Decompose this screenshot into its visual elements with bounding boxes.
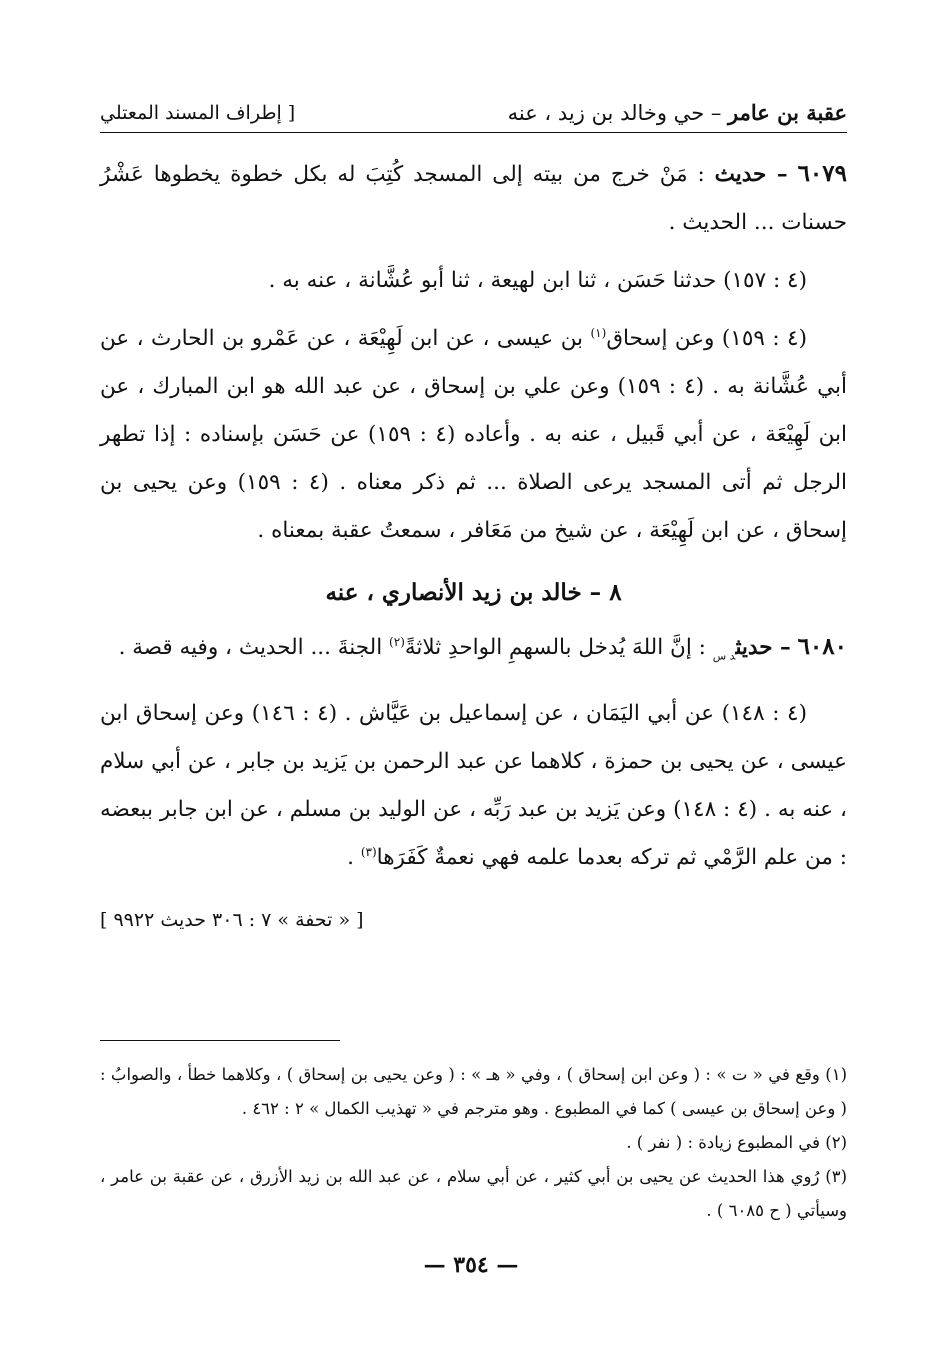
footnote-ref: (٢) <box>389 634 405 649</box>
header-book-title: [ إطراف المسند المعتلي <box>100 102 296 124</box>
isnad-paragraph <box>100 690 847 882</box>
header-title <box>508 100 847 125</box>
hadith-label: – حديث <box>735 635 791 660</box>
isnad-paragraph <box>100 315 847 555</box>
isnad-paragraph: (٤ : ١٥٧) حدثنا حَسَن ، ثنا ابن لهيعة ، ثنا أبو عُشَّانة ، عنه به . <box>268 268 807 293</box>
hadith-sigla: د س <box>712 649 736 663</box>
hadith-6080 <box>100 623 847 680</box>
footnote-2: (٢) في المطبوع زيادة : ( نفر ) . <box>626 1133 847 1152</box>
footnote-3: (٣) رُوي هذا الحديث عن يحيى بن أبي كثير ، عن أبي سلام ، عن عبد الله بن زيد الأزرق ، عن عقبة بن عامر ، وسيأتي ( ح ٦٠٨٥ ) . <box>100 1167 847 1220</box>
footnote-ref: (٣) <box>360 845 377 860</box>
isnad-text: (٤ : ١٤٨) عن أبي اليَمَان ، عن إسماعيل بن عَيَّاش . (٤ : ١٤٦) وعن إسحاق ابن عيسى ، عن يحيى بن حمزة ، كلاهما عن عبد الرحمن بن يَزيد بن جابر ، عن أبي سلام ، عنه به . (٤ : ١٤٨) وعن يَزيد بن عبد رَبِّه ، عن الوليد بن مسلم ، عن ابن جابر ببعضه : من علم الرَّمْي ثم تركه بعدما علمه فهي نعمةٌ كَفَرَها <box>100 701 847 871</box>
running-header <box>100 96 847 133</box>
footnote-1: (١) وقع في « ت » : ( وعن ابن إسحاق ) ، وفي « هـ » : ( وعن يحيى بن إسحاق ) ، وكلاهما خطأ ، والصوابُ : ( وعن إسحاق بن عيسى ) كما في المطبوع . وهو مترجم في « تهذيب الكمال » ٢ : ٤٦٢ . <box>100 1065 847 1118</box>
header-title-rest: – حي وخالد بن زيد ، عنه <box>507 101 729 125</box>
main-text <box>100 150 847 944</box>
page-number: — ٣٥٤ — <box>423 1252 519 1278</box>
hadith-text: : مَنْ خرج من بيته إلى المسجد كُتِبَ له بكل خطوة يخطوها عَشْرُ حسنات ... الحديث . <box>100 162 847 235</box>
footnote-separator <box>100 1040 340 1041</box>
isnad-end: . <box>347 845 361 871</box>
hadith-number: ٦٠٧٩ <box>797 160 847 187</box>
hadith-label: – حديث <box>714 162 788 187</box>
hadith-number: ٦٠٨٠ <box>797 633 847 660</box>
isnad-text: بن عيسى ، عن ابن لَهِيْعَة ، عن عَمْرو بن الحارث ، عن أبي عُشَّانة به . (٤ : ١٥٩) وعن علي بن إسحاق ، عن عبد الله هو ابن المبارك ، عن ابن لَهِيْعَة ، عن أبي قَبيل ، عنه به . وأعاده (٤ : ١٥٩) عن حَسَن بإسناده : إذا تطهر الرجل ثم أتى المسجد يرعى الصلاة ... ثم ذكر معناه . (٤ : ١٥٩) وعن يحيى بن إسحاق ، عن ابن لَهِيْعَة ، عن شيخ من مَعَافر ، سمعتُ عقبة بمعناه . <box>100 326 847 543</box>
hadith-text: : إنَّ اللهَ يُدخل بالسهمِ الواحدِ ثلاثةً <box>404 635 713 660</box>
footnotes <box>100 1058 847 1228</box>
header-title-bold: عقبة بن عامر <box>728 100 847 125</box>
tuhfa-reference: [ « تحفة » ٧ : ٣٠٦ حديث ٩٩٢٢ ] <box>100 909 364 932</box>
section-heading: ٨ – خالد بن زيد الأنصاري ، عنه <box>325 579 622 606</box>
hadith-text: الجنةَ ... الحديث ، وفيه قصة . <box>118 635 390 660</box>
hadith-6079 <box>100 150 847 247</box>
footnote-ref: (١) <box>590 325 607 340</box>
isnad-text: (٤ : ١٥٩) وعن إسحاق <box>606 326 807 351</box>
